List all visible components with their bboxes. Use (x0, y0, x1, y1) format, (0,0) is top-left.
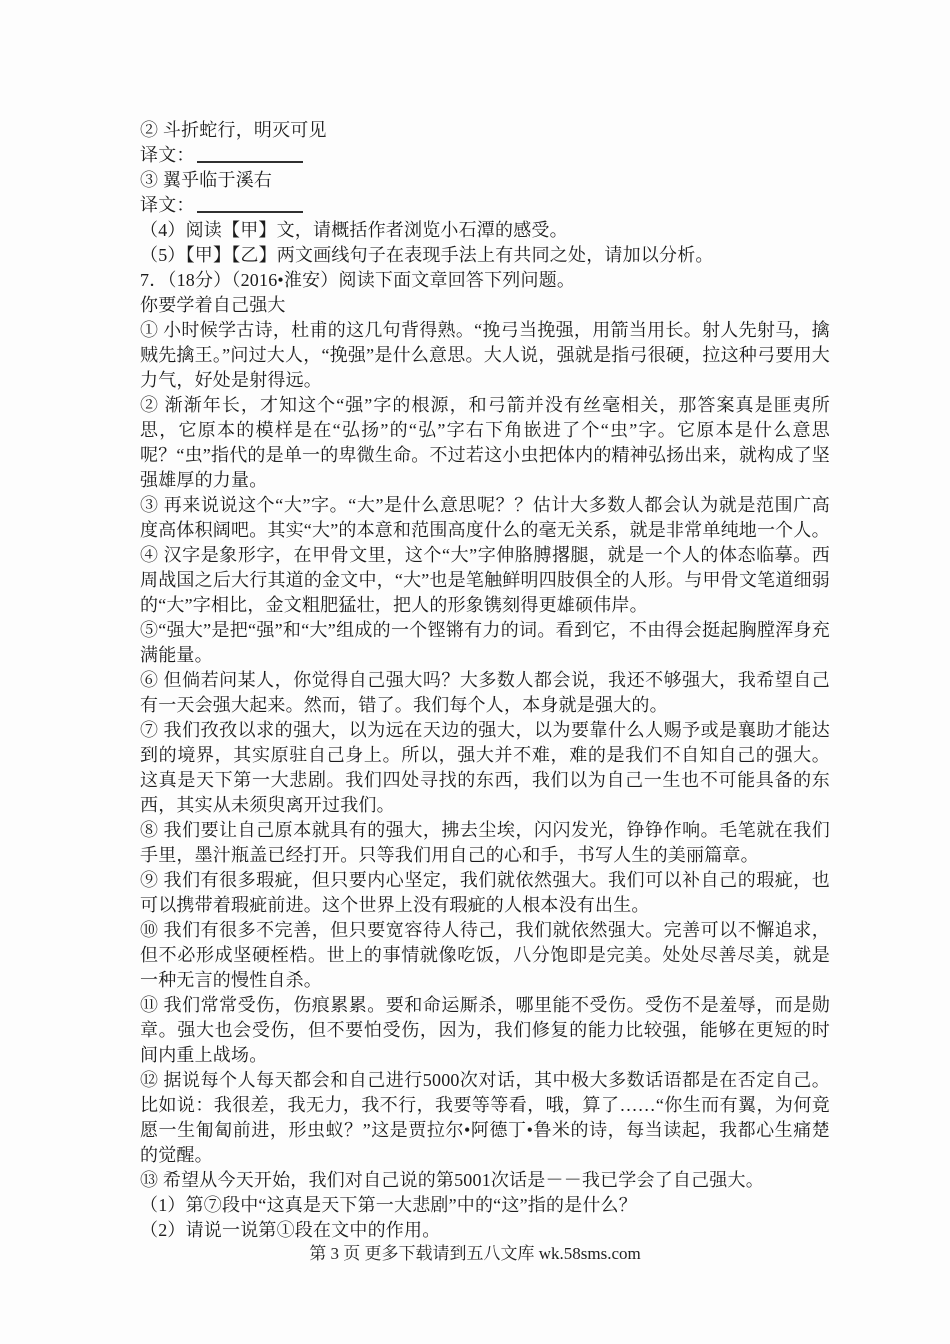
question-4: （4）阅读【甲】文，请概括作者浏览小石潭的感受。 (140, 220, 568, 240)
essay-paragraph-3: ③ 再来说说这个“大”字。“大”是什么意思呢？？估计大多数人都会认为就是范围广高度高体积阔吧。其实“大”的本意和范围高度什么的毫无关系，就是非常单纯地一个人。 (140, 495, 830, 540)
translation-item-2: ② 斗折蛇行，明灭可见 (140, 120, 327, 140)
document-body (140, 118, 830, 1243)
footer-text: 第 3 页 更多下载请到五八文库 wk.58sms.com (309, 1244, 641, 1263)
essay-paragraph-5: ⑤“强大”是把“强”和“大”组成的一个铿锵有力的词。看到它，不由得会挺起胸膛浑身充满能量。 (140, 620, 830, 665)
translation-line-3 (140, 193, 830, 218)
essay-paragraph-2: ② 渐渐年长，才知这个“强”字的根源，和弓箭并没有丝毫相关，那答案真是匪夷所思，它原本的模样是在“弘扬”的“弘”字右下角嵌进了个“虫”字。它原本是什么意思呢？“虫”指代的是单一的卑微生命。不过若这小虫把体内的精神弘扬出来，就构成了坚强雄厚的力量。 (140, 395, 830, 490)
blank-underline (197, 146, 303, 163)
essay-paragraph-9: ⑨ 我们有很多瑕疵，但只要内心坚定，我们就依然强大。我们可以补自己的瑕疵，也可以携带着瑕疵前进。这个世界上没有瑕疵的人根本没有出生。 (140, 870, 830, 915)
blank-underline (197, 196, 303, 213)
translation-line-2 (140, 143, 830, 168)
question-7-header: 7．（18分）（2016•淮安）阅读下面文章回答下列问题。 (140, 270, 576, 290)
essay-paragraph-12: ⑫ 据说每个人每天都会和自己进行5000次对话，其中极大多数话语都是在否定自己。比如说：我很差，我无力，我不行，我要等等看，哦，算了……“你生而有翼，为何竟愿一生匍匐前进，形虫蚁？”这是贾拉尔•阿德丁•鲁米的诗，每当读起，我都心生痛楚的觉醒。 (140, 1070, 830, 1165)
essay-paragraph-7: ⑦ 我们孜孜以求的强大，以为远在天边的强大，以为要靠什么人赐予或是襄助才能达到的境界，其实原驻自己身上。所以，强大并不难，难的是我们不自知自己的强大。这真是天下第一大悲剧。我们四处寻找的东西，我们以为自己一生也不可能具备的东西，其实从未须臾离开过我们。 (140, 720, 830, 815)
translation-label: 译文： (140, 145, 195, 165)
essay-title: 你要学着自己强大 (140, 295, 286, 315)
essay-paragraph-13: ⑬ 希望从今天开始，我们对自己说的第5001次话是－－我已学会了自己强大。 (140, 1170, 764, 1190)
essay-paragraph-11: ⑪ 我们常常受伤，伤痕累累。要和命运厮杀，哪里能不受伤。受伤不是羞辱，而是勋章。强大也会受伤，但不要怕受伤，因为，我们修复的能力比较强，能够在更短的时间内重上战场。 (140, 995, 830, 1065)
essay-paragraph-4: ④ 汉字是象形字，在甲骨文里，这个“大”字伸胳膊撂腿，就是一个人的体态临摹。西周战国之后大行其道的金文中，“大”也是笔触鲜明四肢俱全的人形。与甲骨文笔道细弱的“大”字相比，金文粗肥猛壮，把人的形象镌刻得更雄硕伟岸。 (140, 545, 830, 615)
question-5: （5）【甲】【乙】两文画线句子在表现手法上有共同之处，请加以分析。 (140, 245, 714, 265)
essay-paragraph-1: ① 小时候学古诗，杜甫的这几句背得熟。“挽弓当挽强，用箭当用长。射人先射马，擒贼先擒王。”问过大人，“挽强”是什么意思。大人说，强就是指弓很硬，拉这种弓要用大力气，好处是射得远。 (140, 320, 830, 390)
translation-label: 译文： (140, 195, 195, 215)
essay-paragraph-6: ⑥ 但倘若问某人，你觉得自己强大吗？大多数人都会说，我还不够强大，我希望自己有一天会强大起来。然而，错了。我们每个人，本身就是强大的。 (140, 670, 830, 715)
sub-question-2: （2）请说一说第①段在文中的作用。 (140, 1220, 441, 1240)
sub-question-1: （1）第⑦段中“这真是天下第一大悲剧”中的“这”指的是什么？ (140, 1195, 637, 1215)
essay-paragraph-10: ⑩ 我们有很多不完善，但只要宽容待人待己，我们就依然强大。完善可以不懈追求，但不必形成坚硬桎梏。世上的事情就像吃饭，八分饱即是完美。处处尽善尽美，就是一种无言的慢性自杀。 (140, 920, 830, 990)
essay-paragraph-8: ⑧ 我们要让自己原本就具有的强大，拂去尘埃，闪闪发光，铮铮作响。毛笔就在我们手里，墨汁瓶盖已经打开。只等我们用自己的心和手，书写人生的美丽篇章。 (140, 820, 830, 865)
translation-item-3: ③ 翼乎临于溪右 (140, 170, 273, 190)
page-footer (0, 1242, 950, 1266)
